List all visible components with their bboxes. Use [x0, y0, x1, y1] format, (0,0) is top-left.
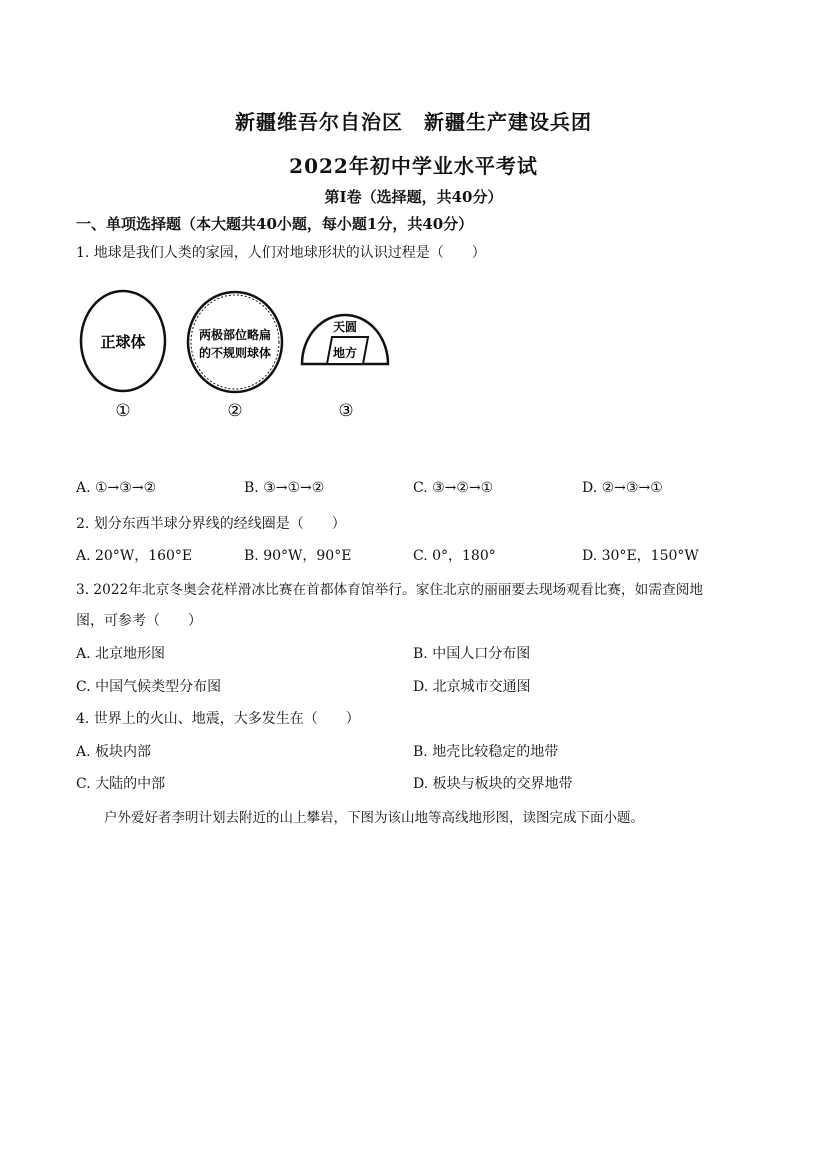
shape3-label-top: 天圆 [332, 320, 358, 334]
question-3-stem-line1: 3. 2022年北京冬奥会花样滑冰比赛在首都体育馆举行。家住北京的丽丽要去现场观看比赛，如需查阅地 [76, 582, 704, 598]
figure-label-2: ② [227, 401, 243, 421]
q4-option-a: A. 板块内部 [76, 744, 152, 760]
shape2-label-line1: 两极部位略扁 [198, 328, 272, 342]
shape2-label-line2: 的不规则球体 [198, 346, 272, 360]
exam-title-name: 2022年初中学业水平考试 [289, 154, 538, 178]
q3-option-c: C. 中国气候类型分布图 [76, 679, 222, 695]
q3-option-b: B. 中国人口分布图 [413, 646, 531, 662]
figure-label-3: ③ [338, 401, 354, 421]
shape1-label: 正球体 [100, 333, 146, 351]
reading-passage: 户外爱好者李明计划去附近的山上攀岩，下图为该山地等高线地形图，读图完成下面小题。 [104, 810, 644, 826]
q1-option-d: D. ②→③→① [582, 480, 663, 496]
sphere-shape [81, 291, 165, 391]
question-1-stem: 1. 地球是我们人类的家园，人们对地球形状的认识过程是（ ） [76, 245, 486, 261]
q3-option-d: D. 北京城市交通图 [413, 679, 531, 695]
q2-option-d: D. 30°E，150°W [582, 548, 699, 564]
earth-shape-figure [70, 285, 400, 430]
question-3-stem-line2: 图，可参考（ ） [76, 613, 202, 629]
q1-option-c: C. ③→②→① [413, 480, 494, 496]
q1-option-a: A. ①→③→② [76, 480, 157, 496]
irregular-sphere-shape [188, 292, 282, 392]
exam-title-region: 新疆维吾尔自治区 新疆生产建设兵团 [235, 110, 592, 134]
sky-dome-shape [302, 315, 388, 364]
volume-heading: 第Ⅰ卷（选择题，共40分） [324, 188, 503, 206]
q2-option-a: A. 20°W，160°E [76, 548, 193, 564]
q4-option-c: C. 大陆的中部 [76, 776, 166, 792]
section-heading: 一、单项选择题（本大题共40小题，每小题1分，共40分） [76, 215, 474, 233]
q1-option-b: B. ③→①→② [244, 480, 325, 496]
shape3-label-bottom: 地方 [332, 346, 358, 360]
q3-option-a: A. 北京地形图 [76, 646, 166, 662]
q4-option-d: D. 板块与板块的交界地带 [413, 776, 573, 792]
question-2-stem: 2. 划分东西半球分界线的经线圈是（ ） [76, 516, 346, 532]
q2-option-b: B. 90°W，90°E [244, 548, 352, 564]
q4-option-b: B. 地壳比较稳定的地带 [413, 744, 559, 760]
q2-option-c: C. 0°，180° [413, 548, 496, 564]
question-4-stem: 4. 世界上的火山、地震，大多发生在（ ） [76, 711, 360, 727]
figure-label-1: ① [115, 401, 131, 421]
